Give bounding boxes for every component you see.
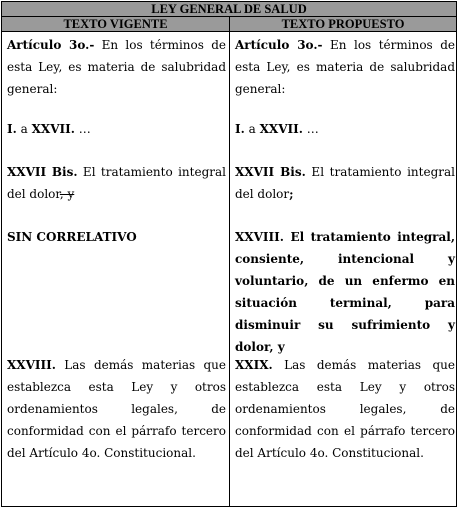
fraction-text: El tratamiento integral del dolor [7,165,226,201]
added-text: ; [289,187,294,201]
fraction-text: Las demás materias que establezca esta Ley y otros ordenamientos legales, de conformidad con el párrafo tercero del Artículo 4o. Constitucional. [7,358,226,460]
fraction-xxix-propuesto [235,354,455,464]
ellipsis: … [302,122,319,136]
fraction-xxviii-vigente [7,354,226,464]
range-connector: a [244,122,260,136]
column-header-propuesto: TEXTO PROPUESTO [230,17,456,32]
fraction-xxvii-bis-propuesto [235,161,455,205]
range-fractions-propuesto [235,118,455,140]
column-divider [229,32,230,506]
fraction-number: XXIX. [235,358,273,372]
column-header-vigente: TEXTO VIGENTE [2,17,230,32]
comparison-table [1,1,457,507]
fraction-number: I. [235,122,245,136]
fraction-number: XXVII Bis. [235,165,306,179]
article-intro-vigente [7,34,226,100]
fraction-text: El tratamiento integral del dolor [235,165,455,201]
range-connector: a [16,122,32,136]
fraction-xxvii-bis-vigente [7,161,226,205]
ellipsis: … [74,122,91,136]
article-label: Artículo 3o.- [7,38,95,52]
fraction-number: I. [7,122,17,136]
fraction-xxviii-propuesto: XXVIII. El tratamiento integral, consiente, intencional y voluntario, de un enfermo en situación terminal, para disminuir su sufrimiento y dolor, y [235,230,455,354]
article-intro-propuesto [235,34,455,100]
fraction-number: XXVII. [31,122,75,136]
fraction-number: XXVII. [259,122,303,136]
struck-text: , y [59,187,75,201]
fraction-number: XXVII Bis. [7,165,78,179]
article-text: En los términos de esta Ley, es materia de salubridad general: [235,38,455,96]
no-correlative: SIN CORRELATIVO [7,230,137,244]
table-title: LEY GENERAL DE SALUD [2,2,456,17]
range-fractions-vigente [7,118,226,140]
fraction-text: Las demás materias que establezca esta Ley y otros ordenamientos legales, de conformidad con el párrafo tercero del Artículo 4o. Constitucional. [235,358,455,460]
article-label: Artículo 3o.- [235,38,323,52]
fraction-number: XXVIII. [7,358,56,372]
article-text: En los términos de esta Ley, es materia de salubridad general: [7,38,226,96]
